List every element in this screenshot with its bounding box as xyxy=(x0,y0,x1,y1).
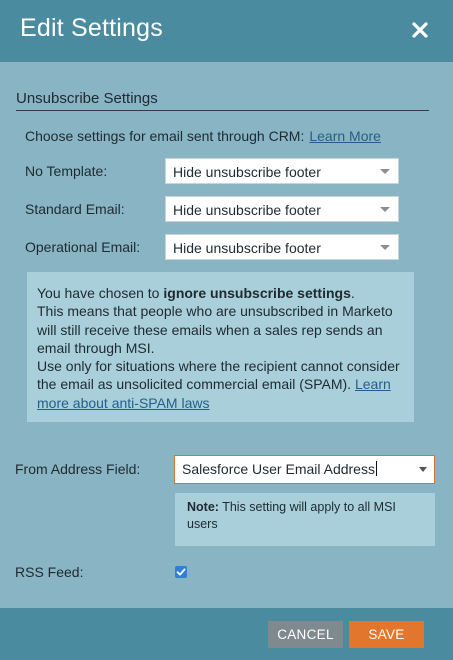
rss-feed-label: RSS Feed: xyxy=(15,564,84,580)
note-text: This setting will apply to all MSI users xyxy=(187,500,396,531)
intro-text: Choose settings for email sent through CRM: xyxy=(25,128,305,144)
close-button[interactable] xyxy=(409,19,431,41)
no-template-label: No Template: xyxy=(25,163,108,179)
from-address-select[interactable] xyxy=(174,455,435,484)
intro-line xyxy=(25,128,381,144)
no-template-select[interactable] xyxy=(165,158,399,184)
section-heading: Unsubscribe Settings xyxy=(16,90,158,107)
info-line3: Use only for situations where the recipient cannot consider the email as unsolicited commercial email (SPAM). xyxy=(37,358,400,393)
rss-feed-checkbox[interactable] xyxy=(175,566,187,578)
close-icon[interactable] xyxy=(409,19,431,41)
from-address-note xyxy=(175,493,435,546)
section-divider xyxy=(16,110,429,111)
operational-email-select[interactable] xyxy=(165,234,399,260)
learn-more-link[interactable]: Learn More xyxy=(309,128,381,144)
note-label: Note: xyxy=(187,500,219,514)
anti-spam-link[interactable]: Learn more about anti-SPAM laws xyxy=(37,376,391,411)
operational-email-label: Operational Email: xyxy=(25,239,141,255)
info-bold: ignore unsubscribe settings xyxy=(163,285,351,301)
cancel-button[interactable]: CANCEL xyxy=(268,621,343,648)
chevron-down-icon xyxy=(419,467,427,472)
info-prefix: You have chosen to xyxy=(37,285,164,301)
no-template-value: Hide unsubscribe footer xyxy=(173,164,321,180)
standard-email-select[interactable] xyxy=(165,196,399,222)
from-address-value: Salesforce User Email Address xyxy=(182,461,375,477)
chevron-down-icon xyxy=(380,245,390,250)
save-button[interactable]: SAVE xyxy=(349,621,424,648)
info-line2: This means that people who are unsubscribed in Marketo will still receive these emails when a sales rep sends an email through MSI. xyxy=(37,303,393,356)
standard-email-value: Hide unsubscribe footer xyxy=(173,202,321,218)
chevron-down-icon xyxy=(380,207,390,212)
dialog-header xyxy=(0,0,453,62)
operational-email-value: Hide unsubscribe footer xyxy=(173,240,321,256)
checkmark-icon xyxy=(175,566,187,578)
text-cursor xyxy=(376,461,377,476)
unsubscribe-info-box xyxy=(27,272,414,422)
dialog-title: Edit Settings xyxy=(20,14,163,42)
info-after-bold: . xyxy=(350,285,355,301)
chevron-down-icon xyxy=(380,169,390,174)
from-address-label: From Address Field: xyxy=(15,461,141,477)
standard-email-label: Standard Email: xyxy=(25,201,125,217)
